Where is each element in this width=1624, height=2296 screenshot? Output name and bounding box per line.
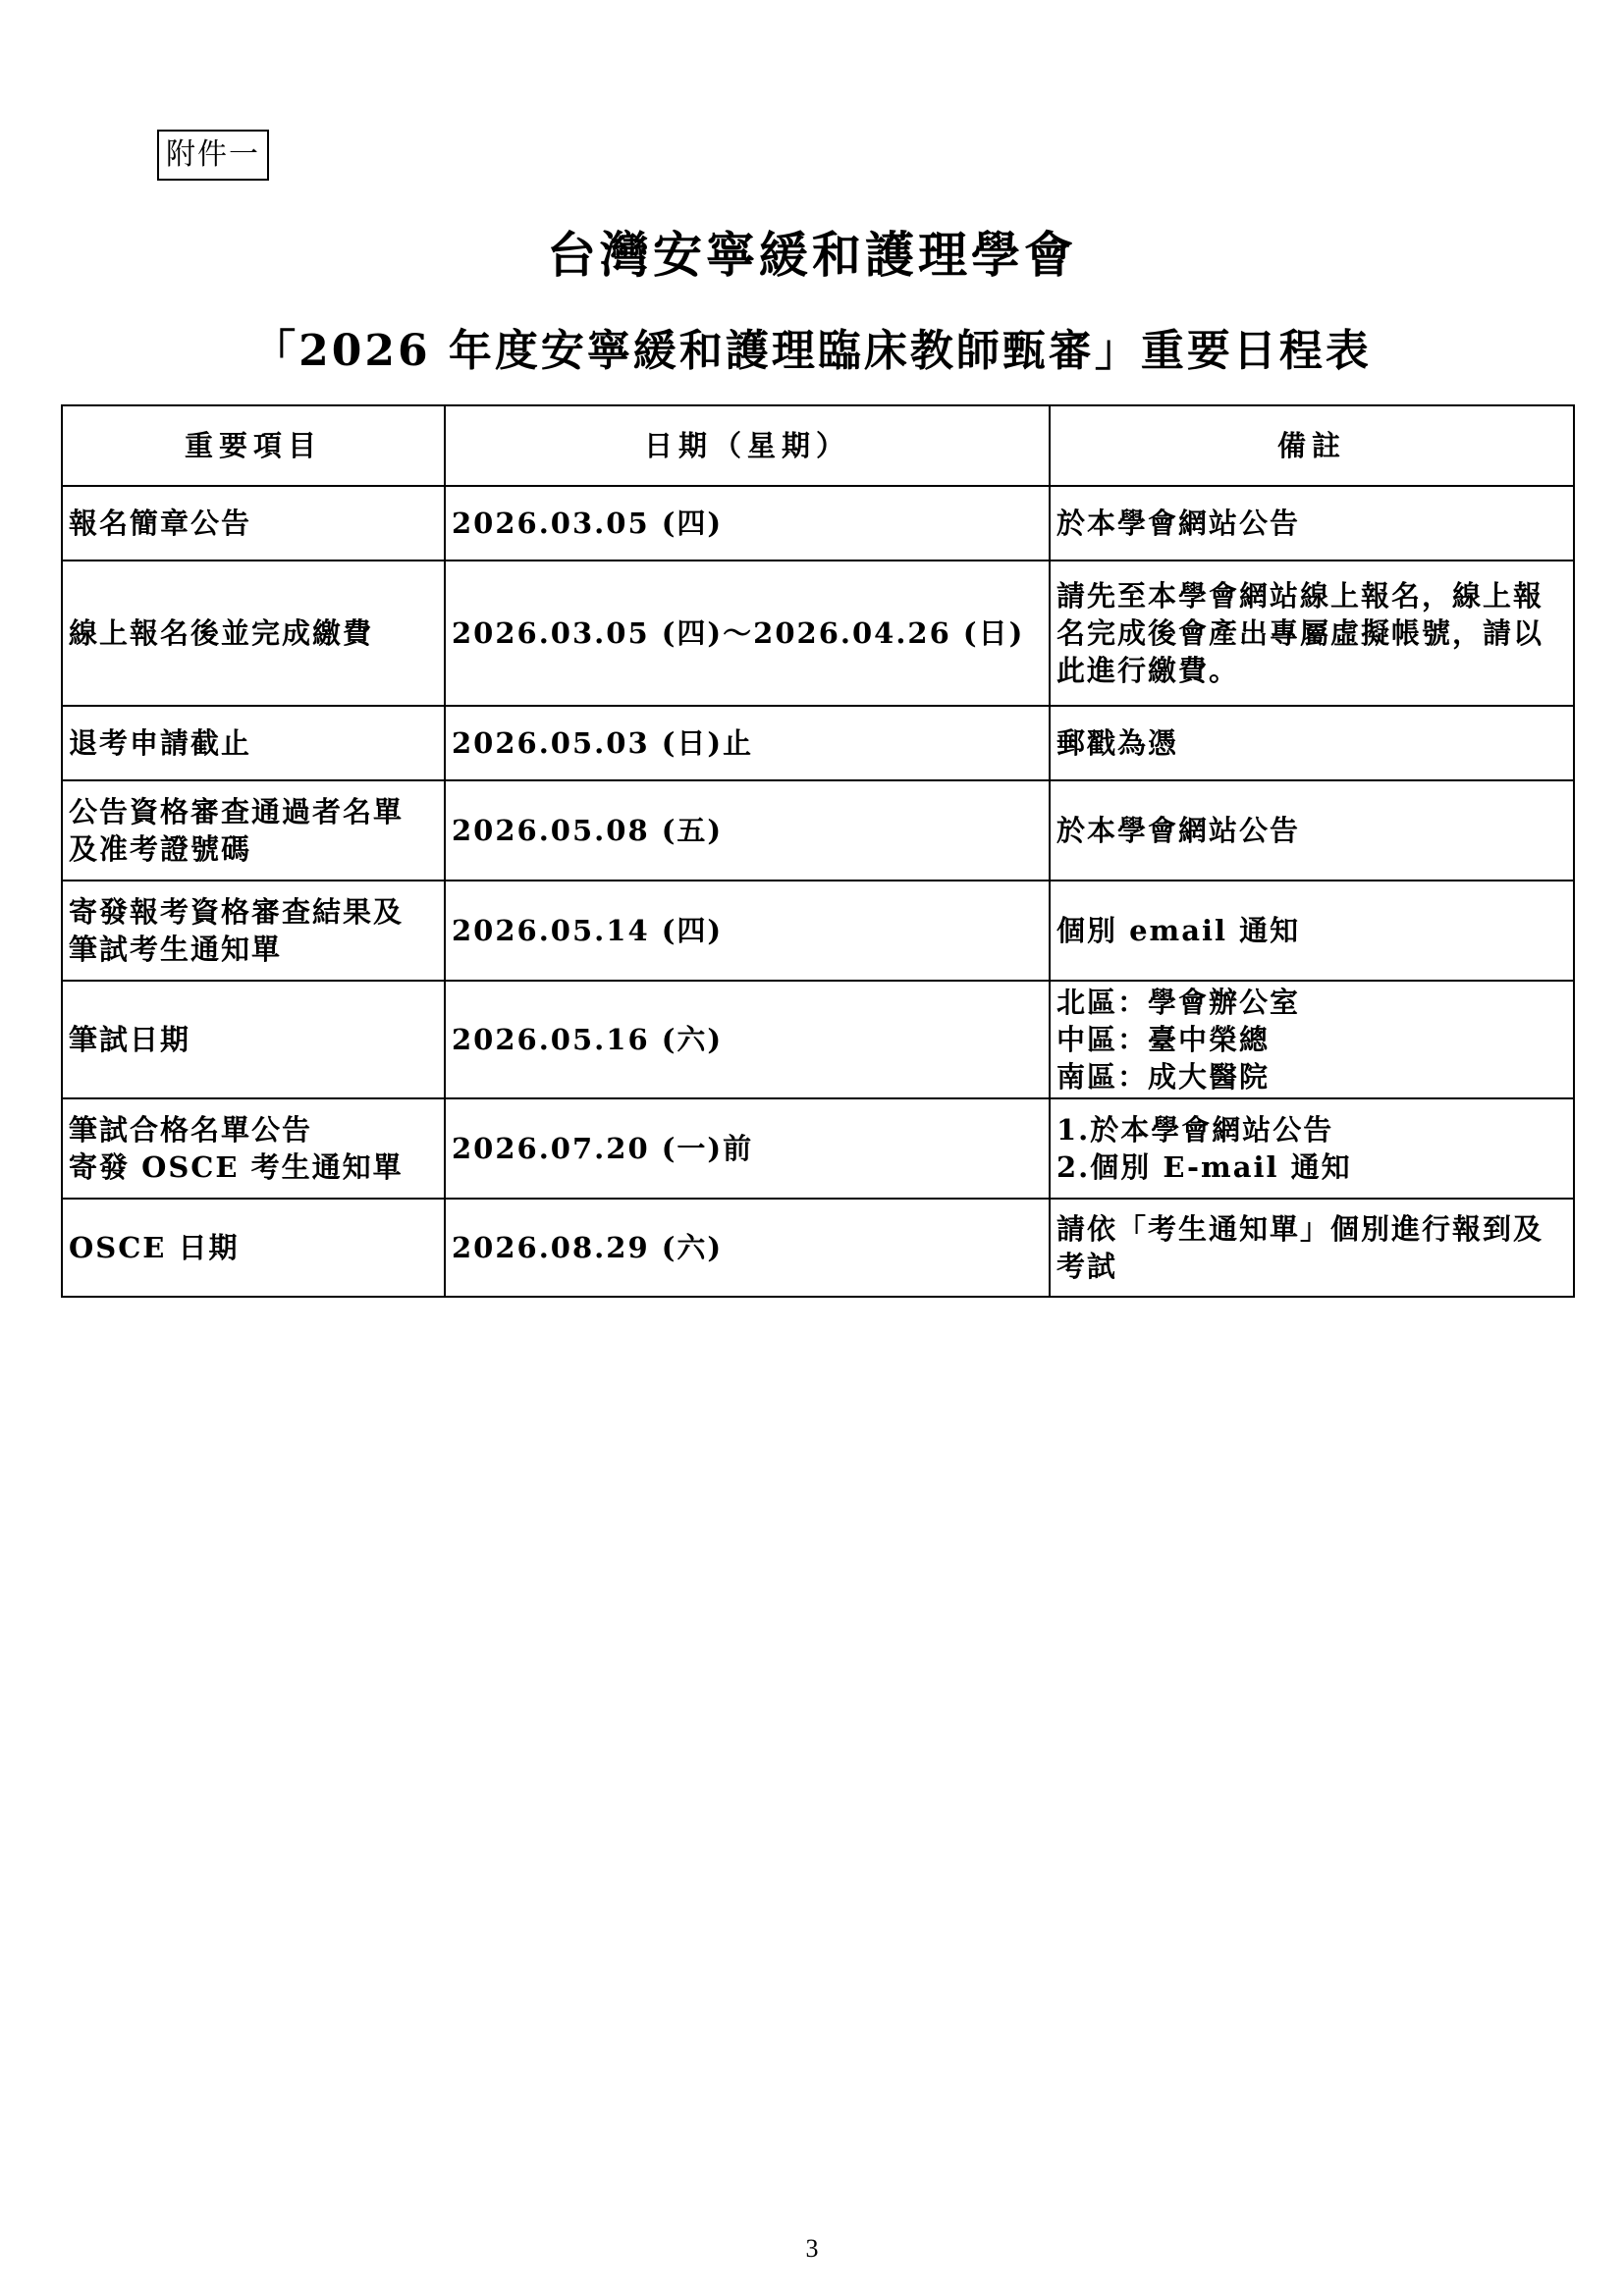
table-row bbox=[62, 706, 1574, 780]
page-number: 3 bbox=[805, 2234, 819, 2263]
table-row bbox=[62, 486, 1574, 561]
row-date: 2026.03.05 (四)～2026.04.26 (日) bbox=[445, 561, 1050, 706]
row-item-line: 及准考證號碼 bbox=[69, 832, 252, 866]
row-date: 2026.05.16 (六) bbox=[445, 981, 1050, 1098]
row-note-line: 2.個別 E-mail 通知 bbox=[1056, 1150, 1352, 1184]
row-note-line: 郵戳為憑 bbox=[1056, 726, 1179, 760]
schedule-table bbox=[61, 404, 1575, 1298]
row-note-line: 請依「考生通知單」個別進行報到及 bbox=[1056, 1212, 1544, 1246]
row-note bbox=[1050, 706, 1574, 780]
row-item bbox=[62, 561, 445, 706]
row-item bbox=[62, 780, 445, 881]
row-note-line: 中區：臺中榮總 bbox=[1056, 1023, 1271, 1056]
row-note bbox=[1050, 486, 1574, 561]
row-date: 2026.08.29 (六) bbox=[445, 1199, 1050, 1297]
table-row bbox=[62, 561, 1574, 706]
row-item bbox=[62, 706, 445, 780]
row-date: 2026.07.20 (一)前 bbox=[445, 1098, 1050, 1199]
header-note: 備註 bbox=[1050, 405, 1574, 486]
row-item-line: 筆試合格名單公告 bbox=[69, 1113, 313, 1147]
row-item bbox=[62, 486, 445, 561]
row-note-line: 1.於本學會網站公告 bbox=[1056, 1113, 1334, 1147]
table-header-row bbox=[62, 405, 1574, 486]
row-date: 2026.03.05 (四) bbox=[445, 486, 1050, 561]
row-note bbox=[1050, 981, 1574, 1098]
page-title: 台灣安寧緩和護理學會 bbox=[547, 226, 1077, 284]
row-note-line: 南區：成大醫院 bbox=[1056, 1060, 1271, 1094]
row-item-line: 報名簡章公告 bbox=[69, 507, 252, 540]
row-item-line: 公告資格審查通過者名單 bbox=[69, 795, 405, 828]
header-date: 日期（星期） bbox=[445, 405, 1050, 486]
row-item-line: 筆試日期 bbox=[69, 1023, 191, 1056]
table-row bbox=[62, 981, 1574, 1098]
attachment-label: 附件一 bbox=[157, 130, 269, 181]
row-note-line: 於本學會網站公告 bbox=[1056, 814, 1301, 847]
row-note bbox=[1050, 1199, 1574, 1297]
row-item-line: 筆試考生通知單 bbox=[69, 933, 283, 966]
row-item-line: OSCE 日期 bbox=[69, 1231, 240, 1264]
row-item-line: 寄發報考資格審查結果及 bbox=[69, 895, 405, 929]
row-note-line: 此進行繳費。 bbox=[1056, 654, 1240, 687]
page-subtitle: 「2026 年度安寧緩和護理臨床教師甄審」重要日程表 bbox=[252, 326, 1372, 376]
row-note-line: 個別 email 通知 bbox=[1056, 914, 1301, 947]
header-item: 重要項目 bbox=[62, 405, 445, 486]
row-note bbox=[1050, 881, 1574, 981]
table-row bbox=[62, 780, 1574, 881]
row-note bbox=[1050, 1098, 1574, 1199]
row-item bbox=[62, 981, 445, 1098]
table-row bbox=[62, 881, 1574, 981]
row-item-line: 退考申請截止 bbox=[69, 726, 252, 760]
row-item-line: 寄發 OSCE 考生通知單 bbox=[69, 1150, 404, 1184]
row-note bbox=[1050, 780, 1574, 881]
row-item bbox=[62, 1098, 445, 1199]
row-date: 2026.05.14 (四) bbox=[445, 881, 1050, 981]
table-row bbox=[62, 1098, 1574, 1199]
row-date: 2026.05.08 (五) bbox=[445, 780, 1050, 881]
row-item-line: 線上報名後並完成繳費 bbox=[69, 616, 374, 650]
row-note-line: 考試 bbox=[1056, 1250, 1118, 1283]
row-note bbox=[1050, 561, 1574, 706]
row-item bbox=[62, 1199, 445, 1297]
row-date: 2026.05.03 (日)止 bbox=[445, 706, 1050, 780]
row-note-line: 名完成後會產出專屬虛擬帳號，請以 bbox=[1056, 616, 1544, 650]
row-note-line: 北區：學會辦公室 bbox=[1056, 986, 1301, 1019]
row-note-line: 於本學會網站公告 bbox=[1056, 507, 1301, 540]
row-note-line: 請先至本學會網站線上報名，線上報 bbox=[1056, 579, 1544, 613]
row-item bbox=[62, 881, 445, 981]
table-row bbox=[62, 1199, 1574, 1297]
